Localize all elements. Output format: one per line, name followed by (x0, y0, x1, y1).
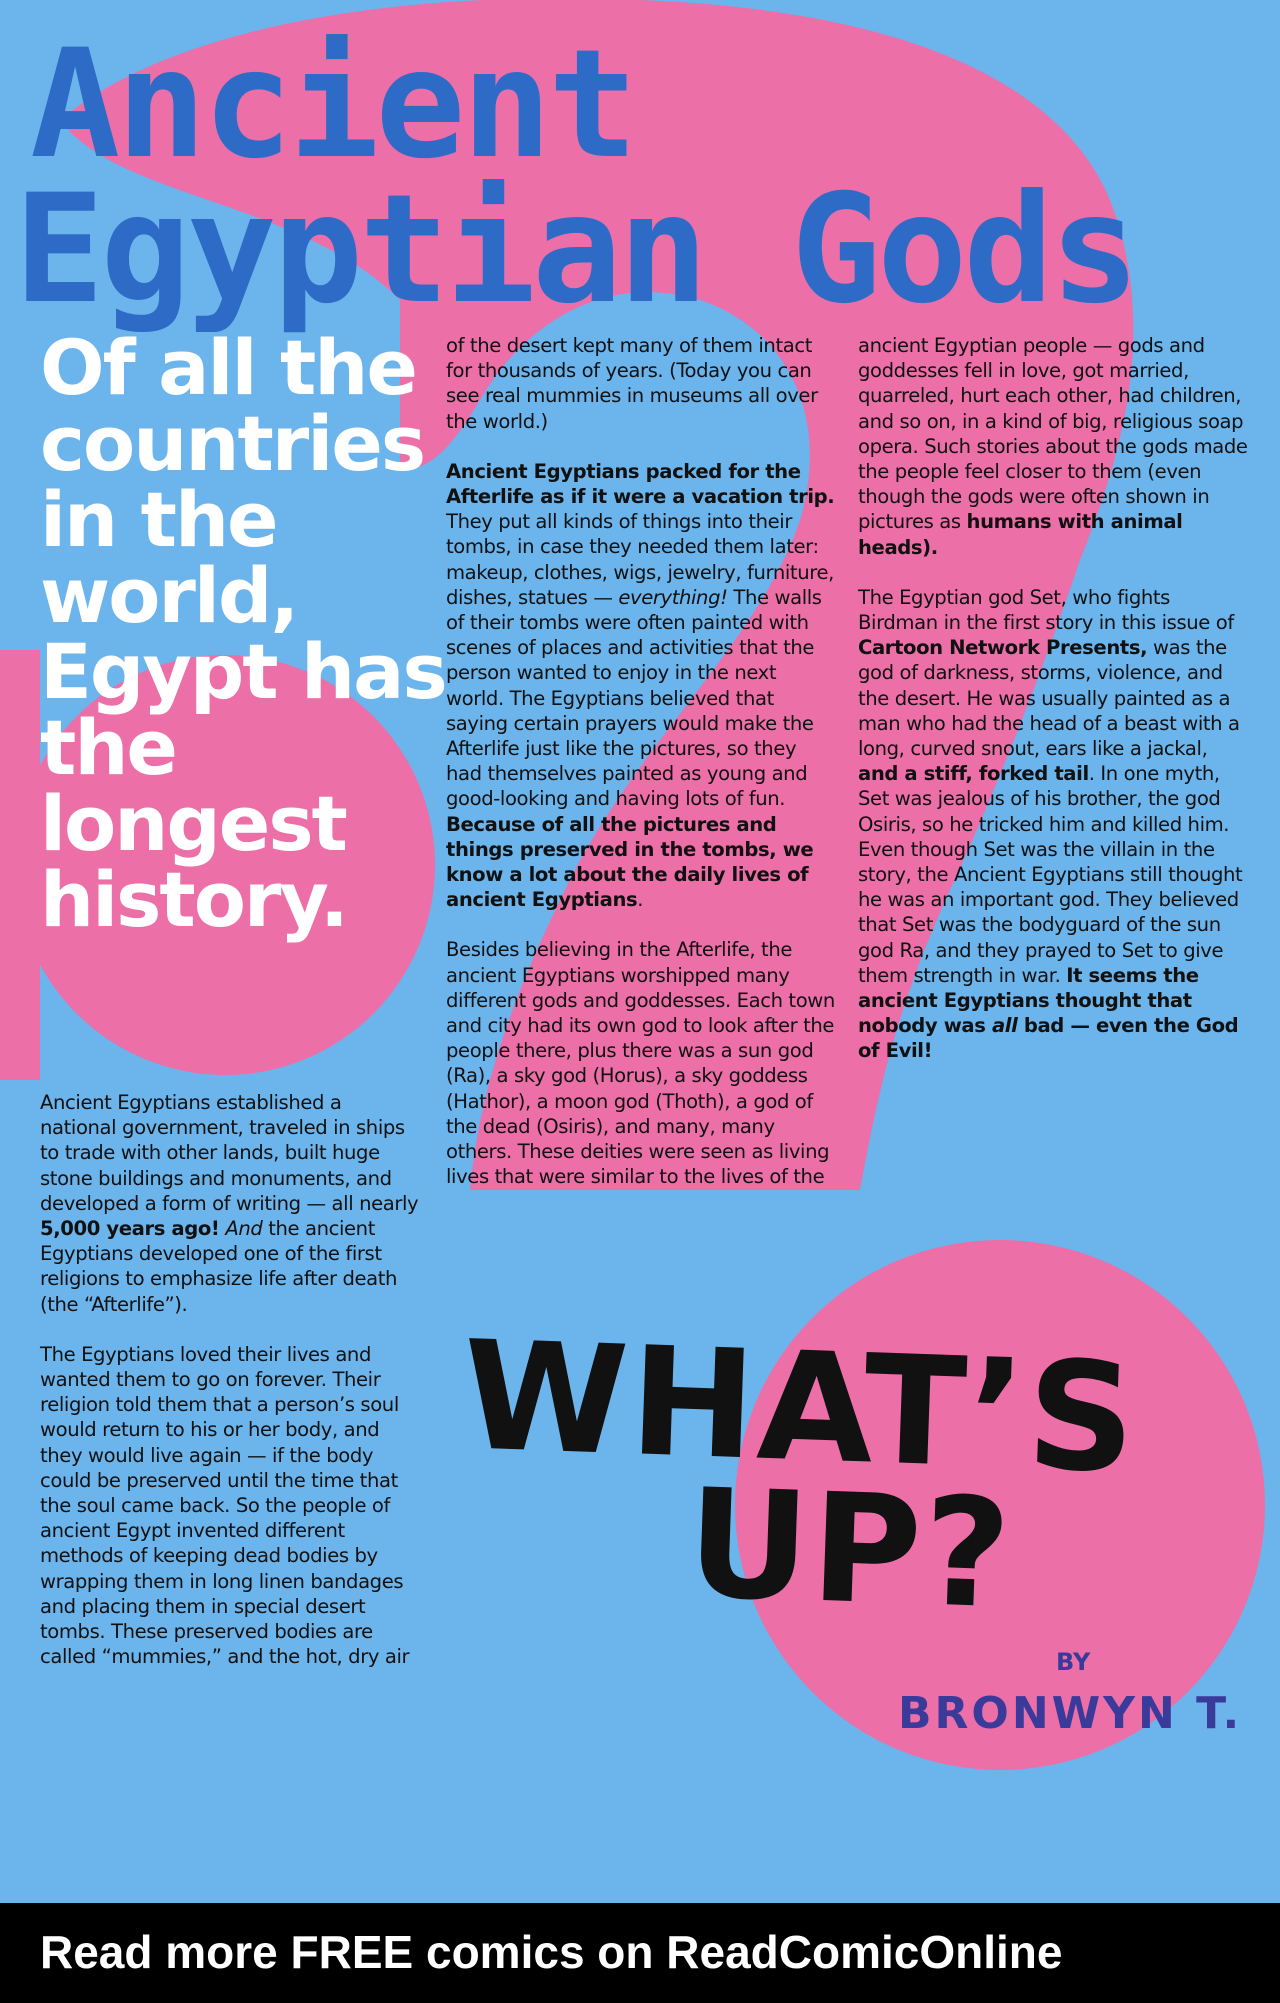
title-line-ancient: Ancient (30, 18, 635, 192)
headline-line: the (40, 703, 176, 792)
left-pink-fill (0, 650, 40, 1080)
text-run: The walls of their tombs were often painted with scenes of places and activities that the person wanted to enjoy in the next world. The Egyptians believed that saying certain prayers would make the Afterlife just like the pictures, so they had themselves painted as young and good-looking and having lots of fun. (446, 585, 822, 811)
bold-text: Because of all the pictures and things preserved in the tombs, we know a lot about the daily lives of ancient Egyptians (446, 812, 814, 912)
paragraph (446, 459, 836, 913)
whats-up-logo (455, 1309, 1141, 1643)
text-column-2 (446, 333, 836, 1215)
paragraph: Besides believing in the Afterlife, the ancient Egyptians worshipped many different gods and goddesses. Each town and city had its own god to look after the people there, plus there was a sun god (Ra), a sky god (Horus), a sky goddess (Hathor), a moon god (Thoth), a god of the dead (Osiris), and many, many others. These deities were seen as living lives that were similar to the lives of the (446, 938, 835, 1189)
whats-up-line: WHAT’S (459, 1309, 1141, 1507)
headline-line: in the (40, 475, 277, 564)
headline-line: Of all the (40, 323, 416, 412)
bold-text: It seems the ancient Egyptians thought that nobody was (858, 963, 1199, 1038)
text-run: . (637, 888, 644, 912)
italic-text: everything! (618, 585, 728, 609)
headline (40, 323, 446, 944)
headline-line: countries (40, 399, 425, 488)
bold-text: bad — even the God of Evil! (858, 1014, 1239, 1063)
italic-text: And (219, 1217, 263, 1241)
text-column-1 (40, 1090, 420, 1694)
paragraph: of the desert kept many of them intact for thousands of years. (Today you can see real mummies in museums all over the world.) (446, 334, 818, 433)
text-run: the ancient Egyptians developed one of the first religions to emphasize life after death (the “Afterlife”). (40, 1217, 398, 1316)
bold-text: humans with animal heads). (858, 510, 1183, 559)
bold-text: Cartoon Network Presents, (858, 636, 1148, 660)
text-run: ancient Egyptian people — gods and goddesses fell in love, got married, quarreled, hurt each other, had children, and so on, in a kind of big, religious soap opera. Such stories about the gods made the people feel closer to them (even though the gods were often shown in pictures as (858, 334, 1248, 534)
footer-banner[interactable] (0, 1903, 1280, 2003)
headline-line: world, (40, 551, 298, 640)
text-run: Ancient Egyptians established a national government, traveled in ships to trade with other lands, built huge stone buildings and monuments, and developed a form of writing — all nearly (40, 1091, 419, 1215)
paragraph (858, 333, 1248, 560)
title-line-egyptian-gods: Egyptian Gods (14, 163, 1136, 337)
whats-up-line: UP? (684, 1457, 1016, 1643)
bold-text: 5,000 years ago! (40, 1217, 220, 1241)
bold-text: Ancient Egyptians packed for the Afterlife as if it were a vacation trip. (446, 459, 835, 509)
bold-text: and a stiff, forked tail (858, 762, 1089, 786)
headline-line: longest (40, 779, 346, 868)
author-name: BRONWYN T. (898, 1688, 1243, 1739)
text-column-3 (858, 333, 1248, 1089)
headline-line: Egypt has (40, 627, 446, 716)
text-run: . In one myth, Set was jealous of his brother, the god Osiris, so he tricked him and killed him. Even though Set was the villain in the story, the Ancient Egyptians still thought he was an important god. They believed that Set was the bodyguard of the sun god Ra, and they prayed to Set to give them strength in war. (858, 762, 1243, 987)
byline-by: BY (1056, 1648, 1091, 1676)
text-run: was the god of darkness, storms, violence, and the desert. He was usually painted as a man who had the head of a beast with a long, curved snout, ears like a jackal, (858, 636, 1240, 761)
footer-link-text[interactable]: Read more FREE comics on ReadComicOnline (40, 1926, 1063, 1978)
paragraph (858, 585, 1248, 1064)
headline-line: history. (40, 855, 347, 944)
text-run: They put all kinds of things into their tombs, in case they needed them later: makeup, clothes, wigs, jewelry, furniture, dishes, statues — (446, 510, 834, 609)
text-run: The Egyptian god Set, who fights Birdman in the first story in this issue of (858, 585, 1234, 635)
paragraph (40, 1090, 420, 1317)
paragraph: The Egyptians loved their lives and wanted them to go on forever. Their religion told them that a person’s soul would return to his or her body, and they would live again — if the body could be preserved until the time that the soul came back. So the people of ancient Egypt invented different methods of keeping dead bodies by wrapping them in long linen bandages and placing them in special desert tombs. These preserved bodies are called “mummies,” and the hot, dry air (40, 1342, 410, 1669)
bold-italic-text: all (991, 1014, 1018, 1038)
